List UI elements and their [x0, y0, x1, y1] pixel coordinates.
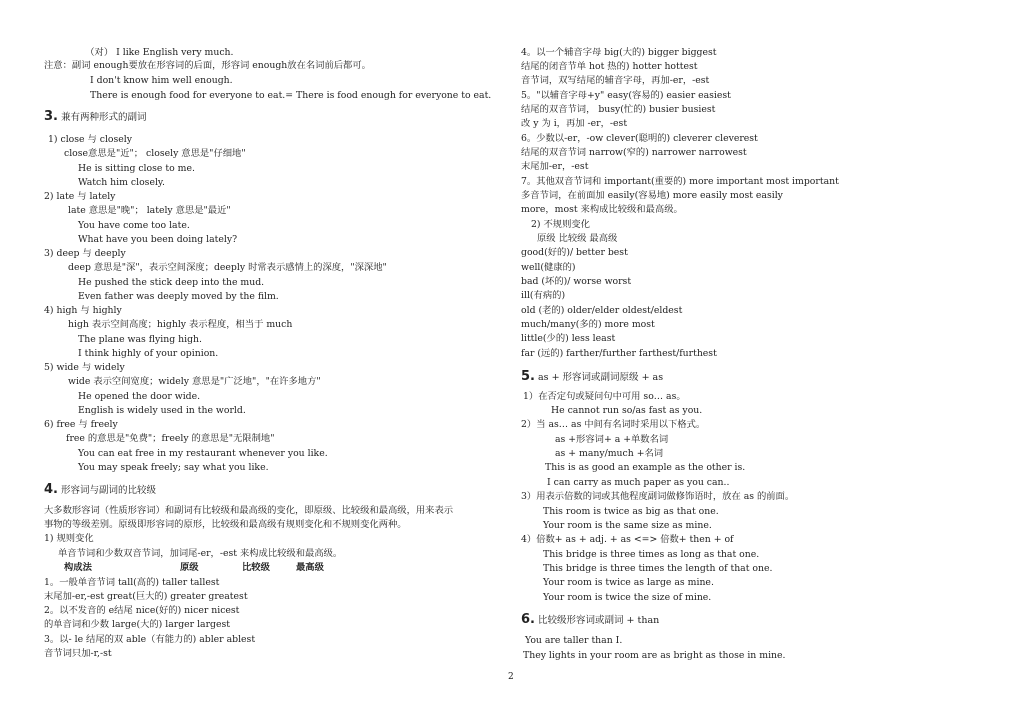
right-text-line: bad (坏的)/ worse worst [521, 276, 632, 287]
right-text-line: ill(有病的) [521, 290, 566, 301]
left-text-line: 1) close 与 closely [48, 134, 133, 145]
section-number: 3. [44, 109, 58, 124]
left-text-line: He opened the door wide. [78, 391, 201, 402]
right-text-line: Your room is the same size as mine. [543, 520, 712, 531]
table-header-cell: 最高级 [296, 562, 324, 573]
right-text-line: little(少的) less least [521, 333, 616, 344]
right-text-line: much/many(多的) more most [521, 319, 655, 330]
left-text-line: 末尾加-er,-est great(巨大的) greater greatest [44, 591, 248, 602]
left-text-line: wide 表示空间宽度；widely 意思是"广泛地"，"在许多地方" [68, 376, 321, 387]
right-text-line: more，most 来构成比较级和最高级。 [521, 204, 683, 215]
right-text-line: You are taller than I. [525, 635, 623, 646]
left-text-line: I think highly of your opinion. [78, 348, 219, 359]
section-title: 兼有两种形式的副词 [57, 112, 147, 123]
right-text-line: 6。少数以-er，-ow clever(聪明的) cleverer cleverest [521, 133, 758, 144]
right-text-line: well(健康的) [521, 262, 576, 273]
left-text-line: 5) wide 与 widely [44, 362, 125, 373]
right-text-line: Your room is twice as large as mine. [543, 577, 714, 588]
left-text-line: He pushed the stick deep into the mud. [78, 277, 265, 288]
page-number: 2 [508, 672, 514, 682]
right-text-line: 音节词，双写结尾的辅音字母，再加-er，-est [521, 75, 710, 86]
left-text-line: You may speak freely; say what you like. [78, 462, 269, 473]
section-heading [44, 110, 147, 125]
left-text-line: 4) high 与 highly [44, 305, 122, 316]
left-text-line: 事物的等级差别。原级即形容词的原形，比较级和最高级有规则变化和不规则变化两种。 [44, 519, 407, 530]
left-text-line: There is enough food for everyone to eat.= There is food enough for everyone to eat. [90, 90, 492, 101]
left-text-line: 音节词只加-r,-st [44, 648, 112, 659]
table-header-cell: 构成法 [64, 562, 92, 573]
left-text-line: deep 意思是"深"，表示空间深度；deeply 时常表示感情上的深度，"深深地" [68, 262, 387, 273]
right-text-line: Your room is twice the size of mine. [543, 592, 712, 603]
left-text-line: Watch him closely. [78, 177, 165, 188]
right-text-line: 多音节词，在前面加 easily(容易地) more easily most easily [521, 190, 783, 201]
right-text-line: as +形容词+ a +单数名词 [555, 434, 669, 445]
left-text-line: 1) 规则变化 [44, 533, 94, 544]
table-header-cell: 比较级 [242, 562, 270, 573]
left-text-line: 2。以不发音的 e结尾 nice(好的) nicer nicest [44, 605, 240, 616]
section-heading [521, 370, 663, 385]
right-text-line: 结尾的双音节词， busy(忙的) busier busiest [521, 104, 716, 115]
right-text-line: as + many/much +名词 [555, 448, 664, 459]
section-number: 4. [44, 482, 58, 497]
left-text-line: high 表示空间高度；highly 表示程度，相当于 much [68, 319, 293, 330]
right-text-line: They lights in your room are as bright as those in mine. [523, 650, 786, 661]
left-text-line: The plane was flying high. [78, 334, 202, 345]
right-text-line: This bridge is three times as long as that one. [543, 549, 760, 560]
right-text-line: 改 y 为 i，再加 -er，-est [521, 118, 628, 129]
table-header-cell: 原级 [180, 562, 199, 573]
left-text-line: Even father was deeply moved by the film. [78, 291, 279, 302]
right-text-line: 4。以一个辅音字母 big(大的) bigger biggest [521, 47, 717, 58]
left-text-line: 单音节词和少数双音节词，加词尾-er，-est 来构成比较级和最高级。 [58, 548, 343, 559]
left-text-line: 1。一般单音节词 tall(高的) taller tallest [44, 577, 220, 588]
left-text-line: close意思是"近"； closely 意思是"仔细地" [64, 148, 246, 159]
right-text-line: 4）倍数+ as + adj. + as <=> 倍数+ then + of [521, 534, 734, 545]
left-text-line: He is sitting close to me. [78, 163, 195, 174]
section-heading [44, 483, 156, 498]
left-text-line: 大多数形容词（性质形容词）和副词有比较级和最高级的变化，即原级、比较级和最高级，用来表示 [44, 505, 454, 516]
left-text-line: 的单音词和少数 large(大的) larger largest [44, 619, 230, 630]
right-text-line: 结尾的闭音节单 hot 热的) hotter hottest [521, 61, 698, 72]
right-text-line: This room is twice as big as that one. [543, 506, 719, 517]
right-text-line: good(好的)/ better best [521, 247, 628, 258]
section-title: 形容词与副词的比较级 [57, 485, 157, 496]
left-text-line: late 意思是"晚"； lately 意思是"最近" [68, 205, 231, 216]
section-heading [521, 613, 659, 628]
section-number: 6. [521, 612, 535, 627]
left-text-line: English is widely used in the world. [78, 405, 246, 416]
left-text-line: free 的意思是"免费"；freely 的意思是"无限制地" [66, 433, 275, 444]
right-text-line: 2) 不规则变化 [531, 219, 590, 230]
right-text-line: 2）当 as… as 中间有名词时采用以下格式。 [521, 419, 706, 430]
right-text-line: This is as good an example as the other is. [545, 462, 746, 473]
section-number: 5. [521, 369, 535, 384]
left-text-line: 3。以- le 结尾的双 able（有能力的) abler ablest [44, 634, 256, 645]
section-title: 比较级形容词或副词 + than [534, 615, 660, 626]
left-text-line: You have come too late. [78, 220, 190, 231]
right-text-line: 7。其他双音节词和 important(重要的) more important most important [521, 176, 839, 187]
right-text-line: He cannot run so/as fast as you. [551, 405, 703, 416]
right-text-line: This bridge is three times the length of that one. [543, 563, 773, 574]
right-text-line: I can carry as much paper as you can.. [547, 477, 730, 488]
left-text-line: I don't know him well enough. [90, 75, 233, 86]
left-text-line: 注意：副词 enough要放在形容词的后面，形容词 enough放在名词前后都可。 [44, 60, 371, 71]
left-text-line: You can eat free in my restaurant whenever you like. [78, 448, 328, 459]
right-text-line: 1）在否定句或疑问句中可用 so… as。 [523, 391, 686, 402]
right-text-line: old (老的) older/elder oldest/eldest [521, 305, 683, 316]
right-text-line: 3）用表示倍数的词或其他程度副词做修饰语时，放在 as 的前面。 [521, 491, 795, 502]
left-text-line: （对） I like English very much. [62, 47, 234, 58]
right-text-line: 原级 比较级 最高级 [537, 233, 618, 244]
left-text-line: 6) free 与 freely [44, 419, 118, 430]
left-text-line: What have you been doing lately? [78, 234, 238, 245]
right-text-line: far (远的) farther/further farthest/furthest [521, 348, 717, 359]
left-text-line: 2) late 与 lately [44, 191, 116, 202]
right-text-line: 5。"以辅音字母+y" easy(容易的) easier easiest [521, 90, 731, 101]
left-text-line: 3) deep 与 deeply [44, 248, 126, 259]
right-text-line: 末尾加-er，-est [521, 161, 589, 172]
right-text-line: 结尾的双音节词 narrow(窄的) narrower narrowest [521, 147, 747, 158]
section-title: as + 形容词或副词原级 + as [534, 372, 664, 383]
